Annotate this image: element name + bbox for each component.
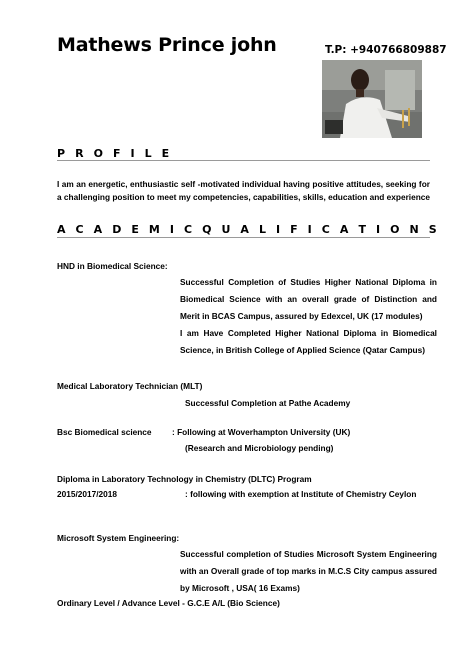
qualifications-heading: A C A D E M I C Q U A L I F I C A T I O N S [57,223,440,236]
mlt-label: Medical Laboratory Technician (MLT) [57,381,203,391]
candidate-name: Mathews Prince john [57,34,277,56]
bsc-text-2: (Research and Microbiology pending) [185,443,334,453]
qualifications-divider [57,237,430,238]
profile-photo [322,60,422,138]
mse-text: Successful completion of Studies Microsoft System Engineering with an Overall grade of top marks in M.C.S City campus assured by Microsoft , USA( 16 Exams) [180,549,437,593]
ol-al-label: Ordinary Level / Advance Level - G.C.E A/L (Bio Science) [57,598,280,608]
bsc-label: Bsc Biomedical science [57,427,152,437]
hnd-text-1: Successful Completion of Studies Higher National Diploma in Biomedical Science with an overall grade of Distinction and Merit in BCAS Campus, assured by Edexcel, UK (17 modules) [180,277,437,321]
mlt-text: Successful Completion at Pathe Academy [185,398,351,408]
dltc-years: 2015/2017/2018 [57,489,117,499]
bsc-text: : Following at Woverhampton University (UK) [172,427,351,437]
profile-heading: P R O F I L E [57,147,173,160]
phone-number: T.P: +940766809887 [325,44,447,56]
profile-text: I am an energetic, enthusiastic self -motivated individual having positive attitudes, seeking for a challenging position to meet my competencies, capabilities, skills, education and experience [57,179,431,203]
dltc-text: : following with exemption at Institute of Chemistry Ceylon [185,489,417,499]
profile-divider [57,160,430,161]
dltc-label: Diploma in Laboratory Technology in Chemistry (DLTC) Program [57,474,312,484]
mse-label: Microsoft System Engineering: [57,533,180,543]
hnd-text-2: I am Have Completed Higher National Diploma in Biomedical Science, in British College of Applied Science (Qatar Campus) [180,328,437,355]
hnd-label: HND in Biomedical Science: [57,261,168,271]
